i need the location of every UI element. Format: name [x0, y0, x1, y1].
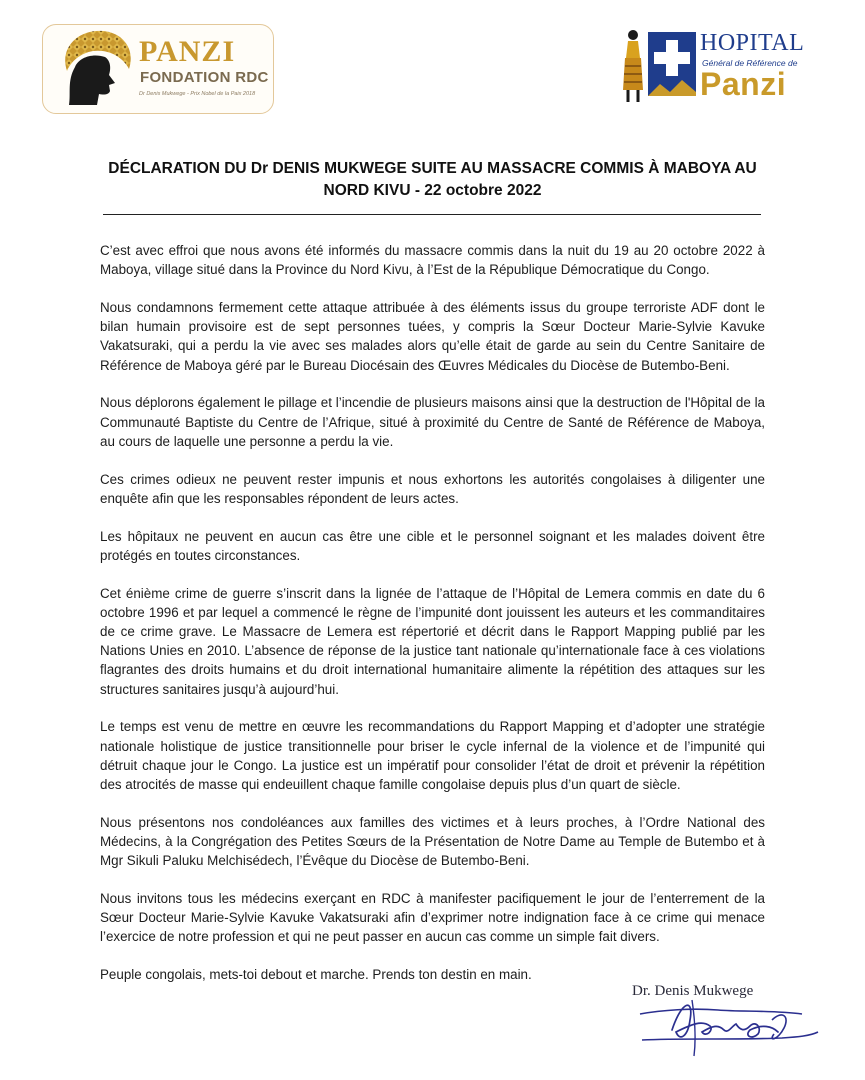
document-body [100, 241, 765, 1003]
panzi-logo-subtitle: FONDATION RDC [140, 69, 269, 86]
signatory-name: Dr. Denis Mukwege [632, 983, 754, 999]
body-paragraph: Cet énième crime de guerre s’inscrit dans la lignée de l’attaque de l’Hôpital de Lemera commis en date du 6 octobre 1996 et par lequel a commencé le règne de l’impunité dont jouissent les auteurs et les commanditaires de ce crime grave. Le Massacre de Lemera est répertorié et décrit dans le Rapport Mapping publié par les Nations Unies en 2010. L’absence de réponse de la justice tant nationale qu’internationale face à ces violations flagrantes des droits humains et du droit international humanitaire alimente la répétition des attaques sur les structures sanitaires jusqu’à aujourd’hui. [100, 585, 765, 697]
hopital-panzi-logo [620, 24, 815, 106]
panzi-logo-tagline: Dr Denis Mukwege - Prix Nobel de la Paix 2018 [139, 91, 256, 97]
title-divider [103, 214, 761, 215]
panzi-foundation-logo [42, 24, 274, 114]
handwritten-signature-icon [632, 980, 832, 1060]
body-paragraph: Les hôpitaux ne peuvent en aucun cas être une cible et le personnel soignant et les malades doivent être protégés en toutes circonstances. [100, 528, 765, 563]
body-paragraph: Nous condamnons fermement cette attaque attribuée à des éléments issus du groupe terroriste ADF dont le bilan humain provisoire est de sept personnes tuées, y compris la Sœur Docteur Marie-Sylvie Kavuke Vakatsuraki, qui a perdu la vie avec ses malades alors qu’elle était de garde au sein du Centre Sanitaire de Référence de Maboya géré par le Bureau Diocésain des Œuvres Médicales du Diocèse de Butembo-Beni. [100, 300, 765, 373]
body-paragraph: Ces crimes odieux ne peuvent rester impunis et nous exhortons les autorités congolaises à diligenter une enquête afin que les responsables répondent de leurs actes. [100, 471, 765, 506]
signature-block [632, 980, 832, 1060]
hopital-logo-line1: HOPITAL [700, 30, 805, 56]
body-paragraph: Peuple congolais, mets-toi debout et marche. Prends ton destin en main. [100, 967, 532, 983]
body-paragraph: Le temps est venu de mettre en œuvre les recommandations du Rapport Mapping et d’adopter une stratégie nationale holistique de justice transitionnelle pour briser le cycle infernal de la violence et de l’impunité qui détruit chaque jour le Congo. La justice est un impératif pour consolider l’état de droit et prévenir la répétition des atrocités de masse qui endeuillent chaque famille congolaise depuis plus d’un quart de siècle. [100, 719, 765, 793]
body-paragraph: Nous invitons tous les médecins exerçant en RDC à manifester pacifiquement le jour de l’enterrement de la Sœur Docteur Marie-Sylvie Kavuke Vakatsuraki afin d’exprimer notre indignation face à ce crime qui menace l’exercice de notre profession et qui ne peut passer en aucun cas comme un simple fait divers. [100, 891, 765, 945]
panzi-logo-name: PANZI [139, 35, 236, 68]
body-paragraph: Nous présentons nos condoléances aux familles des victimes et à leurs proches, à l’Ordre National des Médecins, à la Congrégation des Petites Sœurs de la Présentation de Notre Dame au Temple de Butembo et à Mgr Sikuli Paluku Melchisédech, l’Évêque du Diocèse de Butembo-Beni. [100, 814, 765, 869]
standing-woman-figure-icon [620, 28, 646, 104]
hopital-logo-line2: Général de Référence de [702, 58, 798, 68]
document-title: DÉCLARATION DU Dr DENIS MUKWEGE SUITE AU MASSACRE COMMIS À MABOYA AU NORD KIVU - 22 octobre 2022 [108, 160, 757, 199]
body-paragraph: C’est avec effroi que nous avons été informés du massacre commis dans la nuit du 19 au 20 octobre 2022 à Maboya, village situé dans la Province du Nord Kivu, à l’Est de la République Démocratique du Congo. [100, 243, 765, 278]
body-paragraph: Nous déplorons également le pillage et l’incendie de plusieurs maisons ainsi que la destruction de l'Hôpital de la Communauté Baptiste du Centre de l’Afrique, situé à proximité du Centre de Santé de Référence de Maboya, au cours de laquelle une personne a perdu la vie. [100, 395, 765, 449]
woman-profile-emblem-icon [49, 27, 139, 111]
hopital-logo-line3: Panzi [700, 66, 787, 102]
medical-cross-icon [648, 32, 696, 96]
